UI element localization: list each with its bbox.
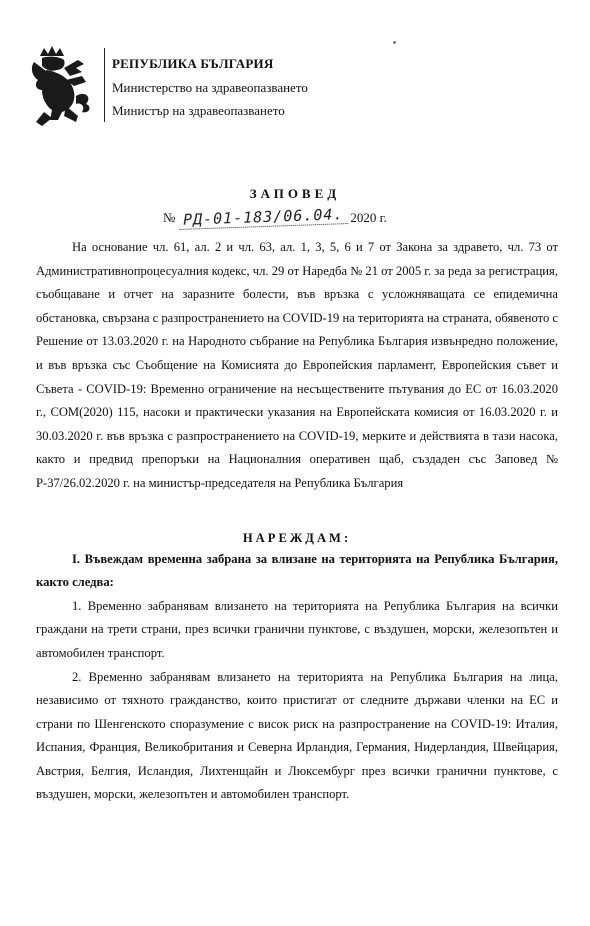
section-1-item-2 [36, 666, 558, 808]
header-divider [104, 48, 105, 122]
item-text: Временно забранявам влизането на територията на Република България на лица, независимо от тяхното гражданство, които пристигат от следните държави членки на ЕС и страни по Шенгенското споразумение с висок риск на разпространение на COVID-19: Италия, Испания, Франция, Великобритания и Северна Ирландия, Германия, Нидерландия, Швейцария, Австрия, Белгия, Исландия, Лихтенщайн и Люксембург през всички гранични пунктове, с въздушен, морски, железопътен и автомобилен транспорт. [36, 669, 558, 802]
document-title: ЗАПОВЕД [249, 186, 341, 201]
item-number: 2. [72, 669, 82, 684]
header-ministry: Министерство на здравеопазването [112, 80, 308, 95]
order-number-handwritten: РД-01-183/06.04. [178, 205, 347, 230]
document-body [36, 236, 558, 807]
order-number-prefix: № [163, 210, 176, 225]
header-country: РЕПУБЛИКА БЪЛГАРИЯ [112, 56, 274, 71]
order-number-suffix: 2020 г. [350, 210, 387, 225]
header-minister: Министър на здравеопазването [112, 103, 285, 118]
scan-speck [393, 41, 396, 44]
ordering-heading: НАРЕЖДАМ: [242, 530, 352, 545]
section-1-item-1 [36, 595, 558, 666]
item-text: Временно забранявам влизането на територията на Република България на всички граждани на трети страни, през всички гранични пунктове, с въздушен, морски, железопътен и автомобилен транспорт. [36, 598, 558, 660]
item-number: 1. [72, 598, 82, 613]
coat-of-arms-lion-icon [20, 46, 96, 128]
preamble-paragraph: На основание чл. 61, ал. 2 и чл. 63, ал. 1, 3, 5, 6 и 7 от Закона за здравето, чл. 73 от Административнопроцесуалния кодекс, чл. 29 от Наредба № 21 от 2005 г. за реда за регистрация, съобщаване и отчет на заразните болести, във връзка с усложняващата се епидемична обстановка, свързана с разпространението на COVID-19 на територията на страната, обявеното с Решение от 13.03.2020 г. на Народното събрание на Република България извънредно положение, и във връзка със Съобщение на Комисията до Европейския парламент, Европейския съвет и Съвета - COVID-19: Временно ограничение на несъществените пътувания до ЕС от 16.03.2020 г., COM(2020) 115, насоки и практически указания на Европейската комисия от 16.03.2020 г. и 30.03.2020 г. във връзка с разпространението на COVID-19, мерките и действията в тази насока, както и предвид препоръки на Националния оперативен щаб, създаден със Заповед № Р-37/26.02.2020 г. на министър-председателя на Република България [36, 240, 558, 490]
section-1-title: I. Въвеждам временна забрана за влизане на територията на Република България, както следва: [36, 551, 558, 590]
order-number [163, 205, 387, 229]
